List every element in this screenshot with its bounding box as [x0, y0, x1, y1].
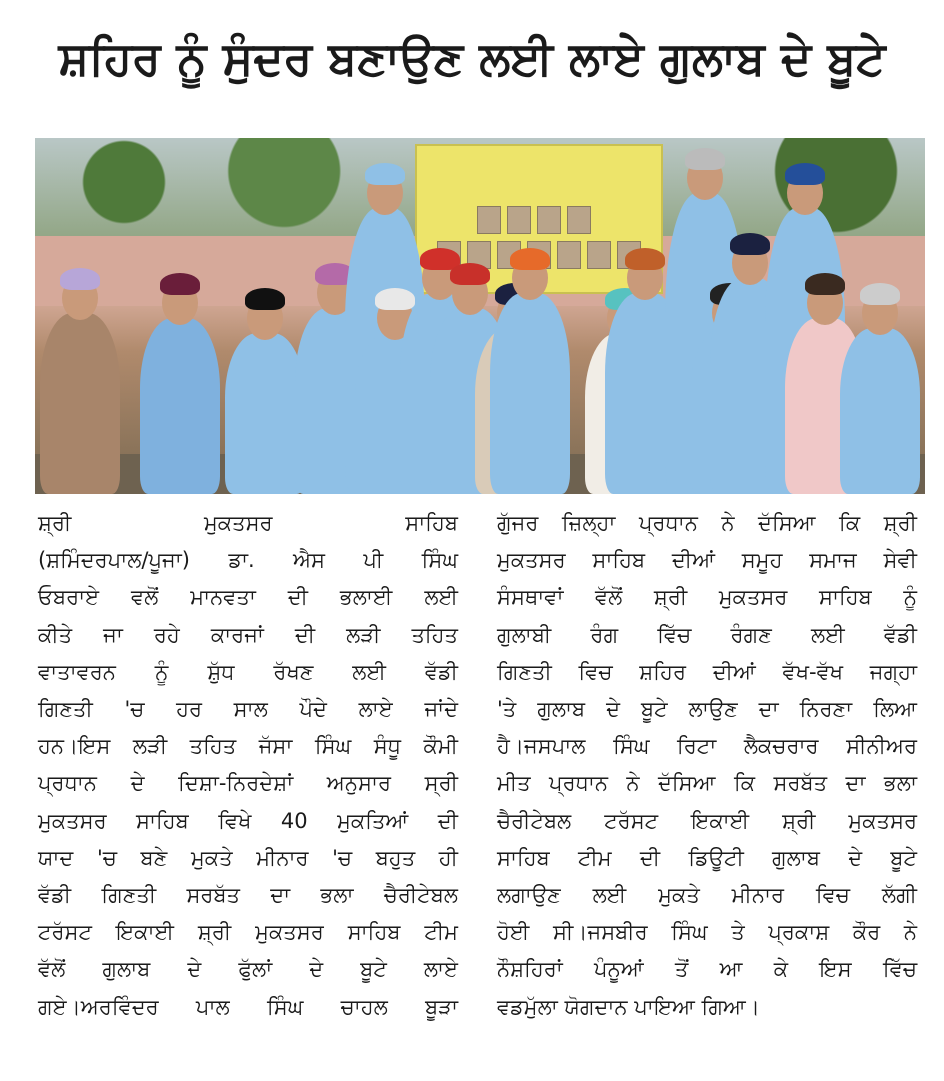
turban	[60, 268, 100, 290]
article-line: ਹਨ।ਇਸ ਲੜੀ ਤਹਿਤ ਜੱਸਾ ਸਿੰਘ ਸੰਧੂ ਕੌਮੀ	[38, 734, 458, 759]
article-line: ਸਾਹਿਬ ਟੀਮ ਦੀ ਡਿਊਟੀ ਗੁਲਾਬ ਦੇ ਬੂਟੇ	[497, 845, 917, 870]
headline: ਸ਼ਹਿਰ ਨੂੰ ਸੁੰਦਰ ਬਣਾਉਣ ਲਈ ਲਾਏ ਗੁਲਾਬ ਦੇ ਬੂਟੇ	[58, 31, 886, 85]
turban	[510, 248, 550, 270]
article-line: ਮੁਕਤਸਰ ਸਾਹਿਬ ਵਿਖੇ 40 ਮੁਕਤਿਆਂ ਦੀ	[38, 808, 458, 833]
article-column-left	[38, 505, 458, 1026]
article-line: ਵੱਲੋਂ ਗੁਲਾਬ ਦੇ ਫੁੱਲਾਂ ਦੇ ਬੂਟੇ ਲਾਏ	[38, 957, 458, 982]
article-line: ਯਾਦ 'ਚ ਬਣੇ ਮੁਕਤੇ ਮੀਨਾਰ 'ਚ ਬਹੁਤ ਹੀ	[38, 845, 458, 870]
turban	[375, 288, 415, 310]
person	[840, 328, 920, 494]
turban	[685, 148, 725, 170]
article-line: ਵੱਡੀ ਗਿਣਤੀ ਸਰਬੱਤ ਦਾ ਭਲਾ ਚੈਰੀਟੇਬਲ	[38, 883, 458, 908]
article-line: ਗਿਣਤੀ ਵਿਚ ਸ਼ਹਿਰ ਦੀਆਂ ਵੱਖ-ਵੱਖ ਜਗ੍ਹਾ	[497, 659, 917, 684]
turban	[785, 163, 825, 185]
article-line: ਸੰਸਥਾਵਾਂ ਵੱਲੋਂ ਸ਼੍ਰੀ ਮੁਕਤਸਰ ਸਾਹਿਬ ਨੂੰ	[497, 585, 917, 610]
turban	[365, 163, 405, 185]
turban	[625, 248, 665, 270]
article-line: ਗੁਲਾਬੀ ਰੰਗ ਵਿੱਚ ਰੰਗਣ ਲਈ ਵੱਡੀ	[497, 622, 917, 647]
article-line: ਮੁਕਤਸਰ ਸਾਹਿਬ ਦੀਆਂ ਸਮੂਹ ਸਮਾਜ ਸੇਵੀ	[497, 548, 917, 573]
person	[225, 333, 305, 494]
article-line: ਮੀਤ ਪ੍ਰਧਾਨ ਨੇ ਦੱਸਿਆ ਕਿ ਸਰਬੱਤ ਦਾ ਭਲਾ	[497, 771, 917, 796]
turban	[160, 273, 200, 295]
person	[490, 293, 570, 494]
article-line: ਓਬਰਾਏ ਵਲੋਂ ਮਾਨਵਤਾ ਦੀ ਭਲਾਈ ਲਈ	[38, 585, 458, 610]
article-line: ਵਾਤਾਵਰਨ ਨੂੰ ਸ਼ੁੱਧ ਰੱਖਣ ਲਈ ਵੱਡੀ	[38, 659, 458, 684]
turban	[450, 263, 490, 285]
article-line: ਟਰੱਸਟ ਇਕਾਈ ਸ਼੍ਰੀ ਮੁਕਤਸਰ ਸਾਹਿਬ ਟੀਮ	[38, 920, 458, 945]
article-line: (ਸ਼ਮਿੰਦਰਪਾਲ/ਪੂਜਾ) ਡਾ. ਐਸ ਪੀ ਸਿੰਘ	[38, 548, 458, 573]
person	[40, 313, 120, 494]
article-line: ਚੈਰੀਟੇਬਲ ਟਰੱਸਟ ਇਕਾਈ ਸ਼੍ਰੀ ਮੁਕਤਸਰ	[497, 808, 917, 833]
article-line: ਗਏ।ਅਰਵਿੰਦਰ ਪਾਲ ਸਿੰਘ ਚਾਹਲ ਬੂੜਾ	[38, 994, 458, 1019]
article-line: ਗੁੱਜਰ ਜ਼ਿਲ੍ਹਾ ਪ੍ਰਧਾਨ ਨੇ ਦੱਸਿਆ ਕਿ ਸ਼੍ਰੀ	[497, 511, 917, 535]
news-photo	[35, 138, 925, 494]
turban	[730, 233, 770, 255]
turban	[860, 283, 900, 305]
article-line: 'ਤੇ ਗੁਲਾਬ ਦੇ ਬੂਟੇ ਲਾਉਣ ਦਾ ਨਿਰਣਾ ਲਿਆ	[497, 697, 917, 722]
person	[140, 318, 220, 494]
article-line: ਸ਼੍ਰੀ ਮੁਕਤਸਰ ਸਾਹਿਬ	[38, 511, 458, 535]
article-line: ਗਿਣਤੀ 'ਚ ਹਰ ਸਾਲ ਪੌਦੇ ਲਾਏ ਜਾਂਦੇ	[38, 697, 458, 722]
article-line: ਹੋਈ ਸੀ।ਜਸਬੀਰ ਸਿੰਘ ਤੇ ਪ੍ਰਕਾਸ਼ ਕੌਰ ਨੇ	[497, 920, 917, 945]
article-line: ਪ੍ਰਧਾਨ ਦੇ ਦਿਸ਼ਾ-ਨਿਰਦੇਸ਼ਾਂ ਅਨੁਸਾਰ ਸ੍ਰੀ	[38, 771, 458, 796]
turban	[805, 273, 845, 295]
article-line: ਹੈ।ਜਸਪਾਲ ਸਿੰਘ ਰਿਟਾ ਲੈਕਚਰਾਰ ਸੀਨੀਅਰ	[497, 734, 917, 759]
article-line: ਲਗਾਉਣ ਲਈ ਮੁਕਤੇ ਮੀਨਾਰ ਵਿਚ ਲੱਗੀ	[497, 883, 917, 908]
article-line: ਵਡਮੁੱਲਾ ਯੋਗਦਾਨ ਪਾਇਆ ਗਿਆ।	[497, 994, 760, 1019]
article-line: ਕੀਤੇ ਜਾ ਰਹੇ ਕਾਰਜਾਂ ਦੀ ਲੜੀ ਤਹਿਤ	[38, 622, 458, 647]
turban	[245, 288, 285, 310]
article-line: ਨੌਸ਼ਹਿਰਾਂ ਪੰਨੂਆਂ ਤੋਂ ਆ ਕੇ ਇਸ ਵਿੱਚ	[497, 957, 917, 982]
article-column-right	[497, 505, 917, 1026]
